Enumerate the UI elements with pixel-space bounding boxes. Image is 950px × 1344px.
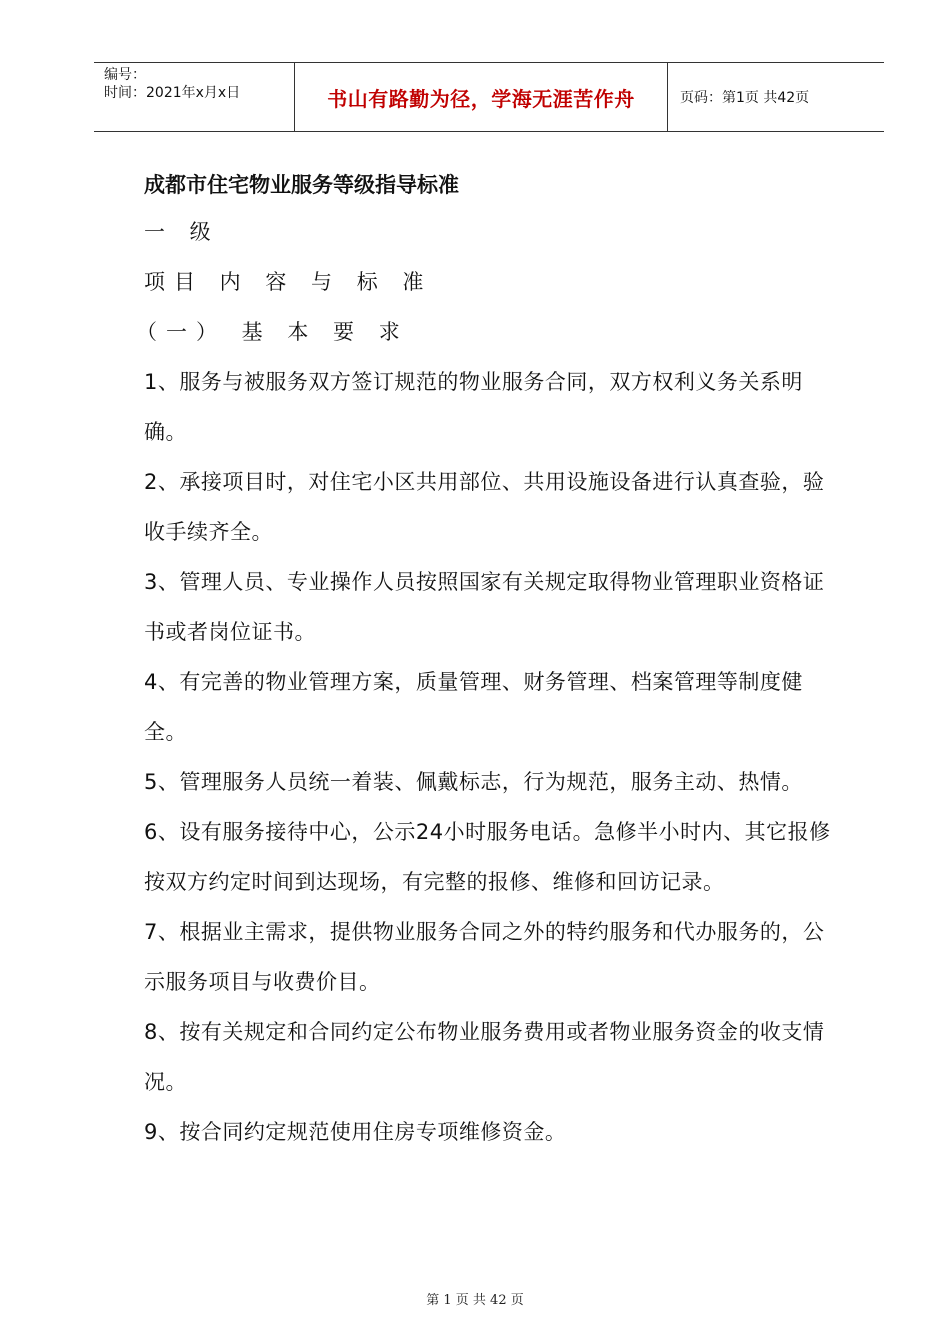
number-label: 编号： <box>104 67 146 83</box>
paragraph: 9、按合同约定规范使用住房专项维修资金。 <box>144 1120 567 1144</box>
paragraph: 4、有完善的物业管理方案，质量管理、财务管理、档案管理等制度健全。 <box>144 670 803 744</box>
level-heading: 一 级 <box>144 220 220 244</box>
page-footer: 第 1 页 共 42 页 <box>426 1293 524 1308</box>
paragraph: 1、服务与被服务双方签订规范的物业服务合同，双方权利义务关系明确。 <box>144 370 803 444</box>
section-heading: 项目 内 容 与 标 准 <box>144 270 433 294</box>
subsection-heading: （一） 基 本 要 求 <box>136 320 409 344</box>
header-meta <box>94 63 295 131</box>
header-motto: 书山有路勤为径，学海无涯苦作舟 <box>295 63 668 131</box>
header-page-info: 页码：第1页 共42页 <box>680 90 810 106</box>
time-label: 时间：2021年x月x日 <box>104 85 241 101</box>
document-body <box>136 163 844 1157</box>
paragraph: 8、按有关规定和合同约定公布物业服务费用或者物业服务资金的收支情况。 <box>144 1020 825 1094</box>
document-title: 成都市住宅物业服务等级指导标准 <box>144 173 459 197</box>
paragraph: 7、根据业主需求，提供物业服务合同之外的特约服务和代办服务的，公示服务项目与收费价目。 <box>144 920 825 994</box>
page-header <box>94 62 884 132</box>
paragraph: 2、承接项目时，对住宅小区共用部位、共用设施设备进行认真查验，验收手续齐全。 <box>144 470 825 544</box>
paragraph: 6、设有服务接待中心，公示24小时服务电话。急修半小时内、其它报修按双方约定时间到达现场，有完整的报修、维修和回访记录。 <box>144 820 831 894</box>
paragraph: 3、管理人员、专业操作人员按照国家有关规定取得物业管理职业资格证书或者岗位证书。 <box>144 570 825 644</box>
paragraph: 5、管理服务人员统一着装、佩戴标志，行为规范，服务主动、热情。 <box>144 770 803 794</box>
